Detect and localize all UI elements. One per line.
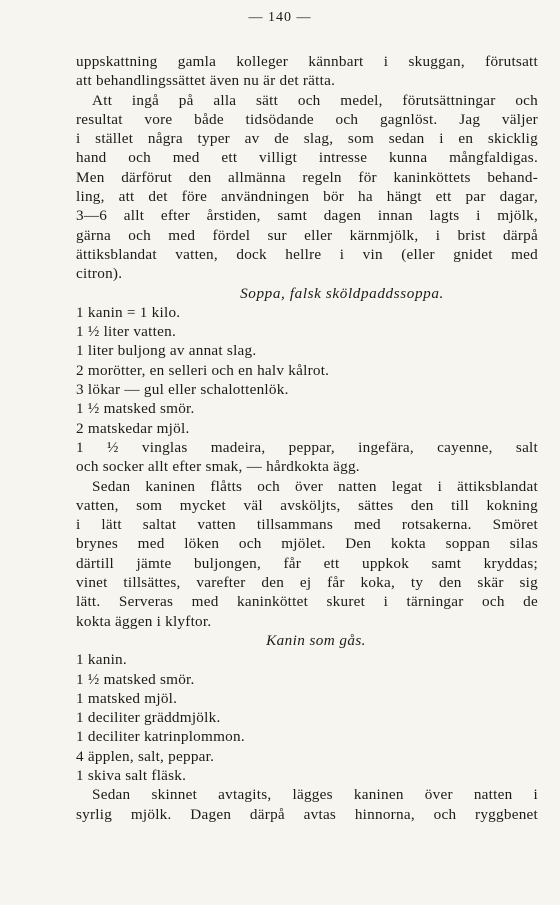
ingredient-line: 3 lökar — gul eller schalottenlök.	[76, 381, 289, 399]
ingredient-line: 1 liter buljong av annat slag.	[76, 342, 257, 360]
text-line: resultat vore både tidsödande och gagnlöst. Jag väljer	[76, 110, 538, 128]
ingredient-line: 1 skiva salt fläsk.	[76, 766, 187, 784]
text-line: ättiksblandat vatten, dock hellre i vin (eller gnidet med	[76, 245, 538, 263]
method-line: Sedan kaninen flåtts och över natten legat i ättiksblandat	[92, 477, 538, 495]
ingredient-line: 1 ½ matsked smör.	[76, 400, 195, 418]
text-line: uppskattning gamla kolleger kännbart i skuggan, förutsatt	[76, 53, 538, 70]
method-line: brynes med löken och mjölet. Den kokta soppan silas	[76, 535, 538, 553]
ingredient-line: 2 morötter, en selleri och en halv kålrot.	[76, 361, 330, 379]
recipe-heading: Kanin som gås.	[266, 631, 366, 649]
text-line: Att ingå på alla sätt och medel, förutsättningar och	[92, 91, 538, 109]
text-line: gärna och med fördel sur eller kärnmjölk, i brist därpå	[76, 226, 538, 244]
ingredient-line: 4 äpplen, salt, peppar.	[76, 747, 215, 765]
text-line: hand och med ett villigt intresse kunna mångfaldigas.	[76, 149, 538, 167]
method-line: vatten, som mycket väl avsköljts, sättes den till kokning	[76, 496, 538, 514]
text-line: 3—6 allt efter årstiden, samt dagen innan lagts i mjölk,	[76, 207, 538, 225]
text-line: citron).	[76, 265, 123, 283]
method-line: vinet tillsättes, varefter den ej får koka, ty den skär sig	[76, 574, 538, 592]
text-line: att behandlingssättet även nu är det rätta.	[76, 72, 336, 90]
method-line: i lätt saltat vatten tillsammans med rotsakerna. Smöret	[76, 516, 538, 534]
ingredient-line: och socker allt efter smak, — hårdkokta ägg.	[76, 458, 360, 476]
text-line: i stället några typer av de slag, som sedan i en skicklig	[76, 130, 538, 148]
method-line: lätt. Serveras med kaninköttet skuret i tärningar och de	[76, 593, 538, 611]
page-number: — 140 —	[248, 10, 312, 25]
ingredient-line: 1 kanin.	[76, 651, 127, 669]
ingredient-line: 1 deciliter gräddmjölk.	[76, 709, 221, 727]
ingredient-line: 1 ½ matsked smör.	[76, 670, 195, 688]
text-line: Men därförut den allmänna regeln för kaninköttets behand-	[76, 168, 538, 186]
ingredient-line: 2 matskedar mjöl.	[76, 419, 190, 437]
ingredient-line: 1 ½ liter vatten.	[76, 323, 176, 341]
method-line: Sedan skinnet avtagits, lägges kaninen över natten i	[92, 786, 538, 804]
text-line: ling, att det före användningen bör ha hängt ett par dagar,	[76, 188, 538, 206]
page-body	[76, 52, 538, 824]
recipe-heading: Soppa, falsk sköldpaddssoppa.	[240, 284, 444, 302]
ingredient-line: 1 ½ vinglas madeira, peppar, ingefära, cayenne, salt	[76, 438, 538, 456]
method-line: därtill jämte buljongen, får ett uppkok samt kryddas;	[76, 554, 538, 572]
method-line: kokta äggen i klyftor.	[76, 612, 212, 630]
ingredient-line: 1 kanin = 1 kilo.	[76, 303, 181, 321]
ingredient-line: 1 matsked mjöl.	[76, 689, 178, 707]
ingredient-line: 1 deciliter katrinplommon.	[76, 728, 245, 746]
method-line: syrlig mjölk. Dagen därpå avtas hinnorna, och ryggbenet	[76, 805, 538, 823]
